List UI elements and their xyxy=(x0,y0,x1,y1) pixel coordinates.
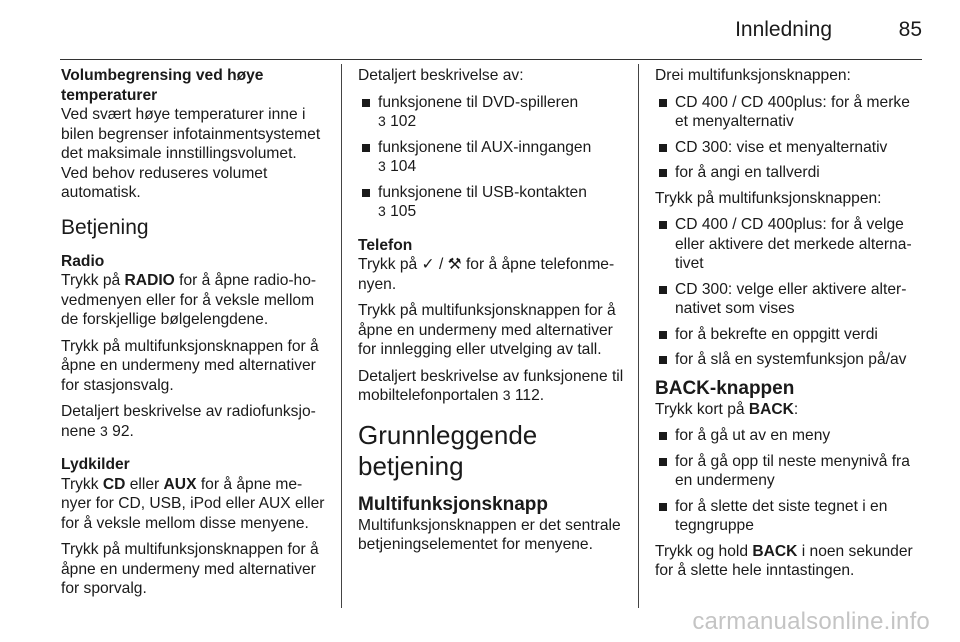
list-item: for å gå ut av en meny xyxy=(655,426,922,446)
key-back: BACK xyxy=(752,542,798,560)
page-ref: 105 xyxy=(385,203,417,220)
page-header xyxy=(0,0,960,60)
list-item: funksjonene til DVD-spilleren 3 102 xyxy=(358,93,624,132)
list-item: for å slette det siste tegnet i en tegngruppe xyxy=(655,497,922,536)
key-back: BACK xyxy=(748,400,794,418)
list-item: funksjonene til AUX-inngangen 3 104 xyxy=(358,138,624,177)
chapter-title: Innledning xyxy=(735,18,832,41)
column-3 xyxy=(655,66,922,588)
detail-intro: Detaljert beskrivelse av: xyxy=(358,67,524,84)
watermark: carmanualsonline.info xyxy=(692,608,930,635)
heading-lydkilder: Lydkilder xyxy=(61,456,130,473)
column-2 xyxy=(358,66,624,562)
list-item: for å gå opp til neste menynivå fra en undermeny xyxy=(655,452,922,491)
page-ref: 104 xyxy=(385,158,417,175)
page-ref: 102 xyxy=(385,113,417,130)
paragraph-lydkilder-1: Trykk CD eller AUX for å åpne menyer for CD, USB, iPod eller AUX eller for å veksle mellom disse menyene. xyxy=(61,475,325,532)
paragraph-radio-3: Detaljert beskrivelse av radiofunksjonene 3 92. xyxy=(61,403,316,440)
header-rule xyxy=(60,59,922,60)
heading-volumbegrensing: Volumbegrensing ved høye temperaturer xyxy=(61,67,264,104)
list-item: CD 300: vise et menyalternativ xyxy=(655,138,922,158)
key-radio: RADIO xyxy=(124,272,175,289)
page-ref-arrow-icon: 3 xyxy=(378,203,386,219)
page-ref: 92. xyxy=(107,422,134,440)
back-list xyxy=(655,426,922,536)
paragraph-back: Trykk og hold BACK i noen sekunder for å slette hele inntastingen. xyxy=(655,542,913,579)
page-ref-arrow-icon: 3 xyxy=(100,422,108,439)
page-ref-arrow-icon: 3 xyxy=(378,113,386,129)
heading-telefon: Telefon xyxy=(358,236,413,254)
column-divider xyxy=(341,64,342,608)
turn-intro: Drei multifunksjonsknappen: xyxy=(655,67,851,84)
heading-multifunksjonsknapp: Multifunksjonsknapp xyxy=(358,493,548,515)
back-intro: Trykk kort på BACK: xyxy=(655,400,799,418)
column-divider xyxy=(638,64,639,608)
phone-settings-icon: ⚒ xyxy=(447,256,462,273)
paragraph-telefon-1: Trykk på ✓ / ⚒ for å åpne telefonmenyen. xyxy=(358,256,615,293)
paragraph-telefon-3: Detaljert beskrivelse av funksjonene til mobiltelefonportalen 3 112. xyxy=(358,367,624,404)
paragraph-multi: Multifunksjonsknappen er det sentrale betjeningselementet for menyene. xyxy=(358,516,621,553)
key-aux: AUX xyxy=(163,475,197,493)
list-item: for å bekrefte en oppgitt verdi xyxy=(655,325,922,345)
heading-grunnleggende-betjening: Grunnleggende betjening xyxy=(358,419,538,481)
page-number: 85 xyxy=(898,18,922,41)
paragraph-radio-1: Trykk på RADIO for å åpne radio-hovedmenyen eller for å veksle mellom de forskjellige bølgelengdene. xyxy=(61,272,317,328)
page-ref-arrow-icon: 3 xyxy=(502,387,511,403)
paragraph-telefon-2: Trykk på multifunksjonsknappen for å åpne en undermeny med alternativer for innlegging eller utvelging av tall. xyxy=(358,302,616,358)
key-cd: CD xyxy=(102,475,126,493)
heading-back-knappen: BACK-knappen xyxy=(655,377,795,399)
press-intro: Trykk på multifunksjonsknappen: xyxy=(655,189,882,207)
list-item: CD 400 / CD 400plus: for å velge eller aktivere det merkede alternativet xyxy=(655,215,922,274)
press-list xyxy=(655,215,922,370)
turn-list xyxy=(655,93,922,183)
paragraph-volume: Ved svært høye temperaturer inne i bilen begrenser infotainmentsystemet det maksimale innstillingsvolumet. Ved behov reduseres volumet automatisk. xyxy=(61,106,321,201)
list-item: CD 400 / CD 400plus: for å merke et menyalternativ xyxy=(655,93,922,132)
page-ref: 112. xyxy=(510,387,545,404)
heading-betjening: Betjening xyxy=(61,215,149,239)
paragraph-lydkilder-2: Trykk på multifunksjonsknappen for å åpne en undermeny med alternativer for sporvalg. xyxy=(61,541,319,597)
column-1 xyxy=(61,66,327,606)
paragraph-radio-2: Trykk på multifunksjonsknappen for å åpne en undermeny med alternativer for stasjonsvalg. xyxy=(61,337,319,394)
page-ref-arrow-icon: 3 xyxy=(378,158,386,174)
detail-list xyxy=(358,93,624,222)
list-item: for å angi en tallverdi xyxy=(655,163,922,183)
heading-radio: Radio xyxy=(61,252,105,270)
list-item: funksjonene til USB-kontakten 3 105 xyxy=(358,183,624,222)
list-item: CD 300: velge eller aktivere alternativet som vises xyxy=(655,280,922,319)
phone-icon: ✓ xyxy=(421,256,435,273)
list-item: for å slå en systemfunksjon på/av xyxy=(655,350,922,370)
